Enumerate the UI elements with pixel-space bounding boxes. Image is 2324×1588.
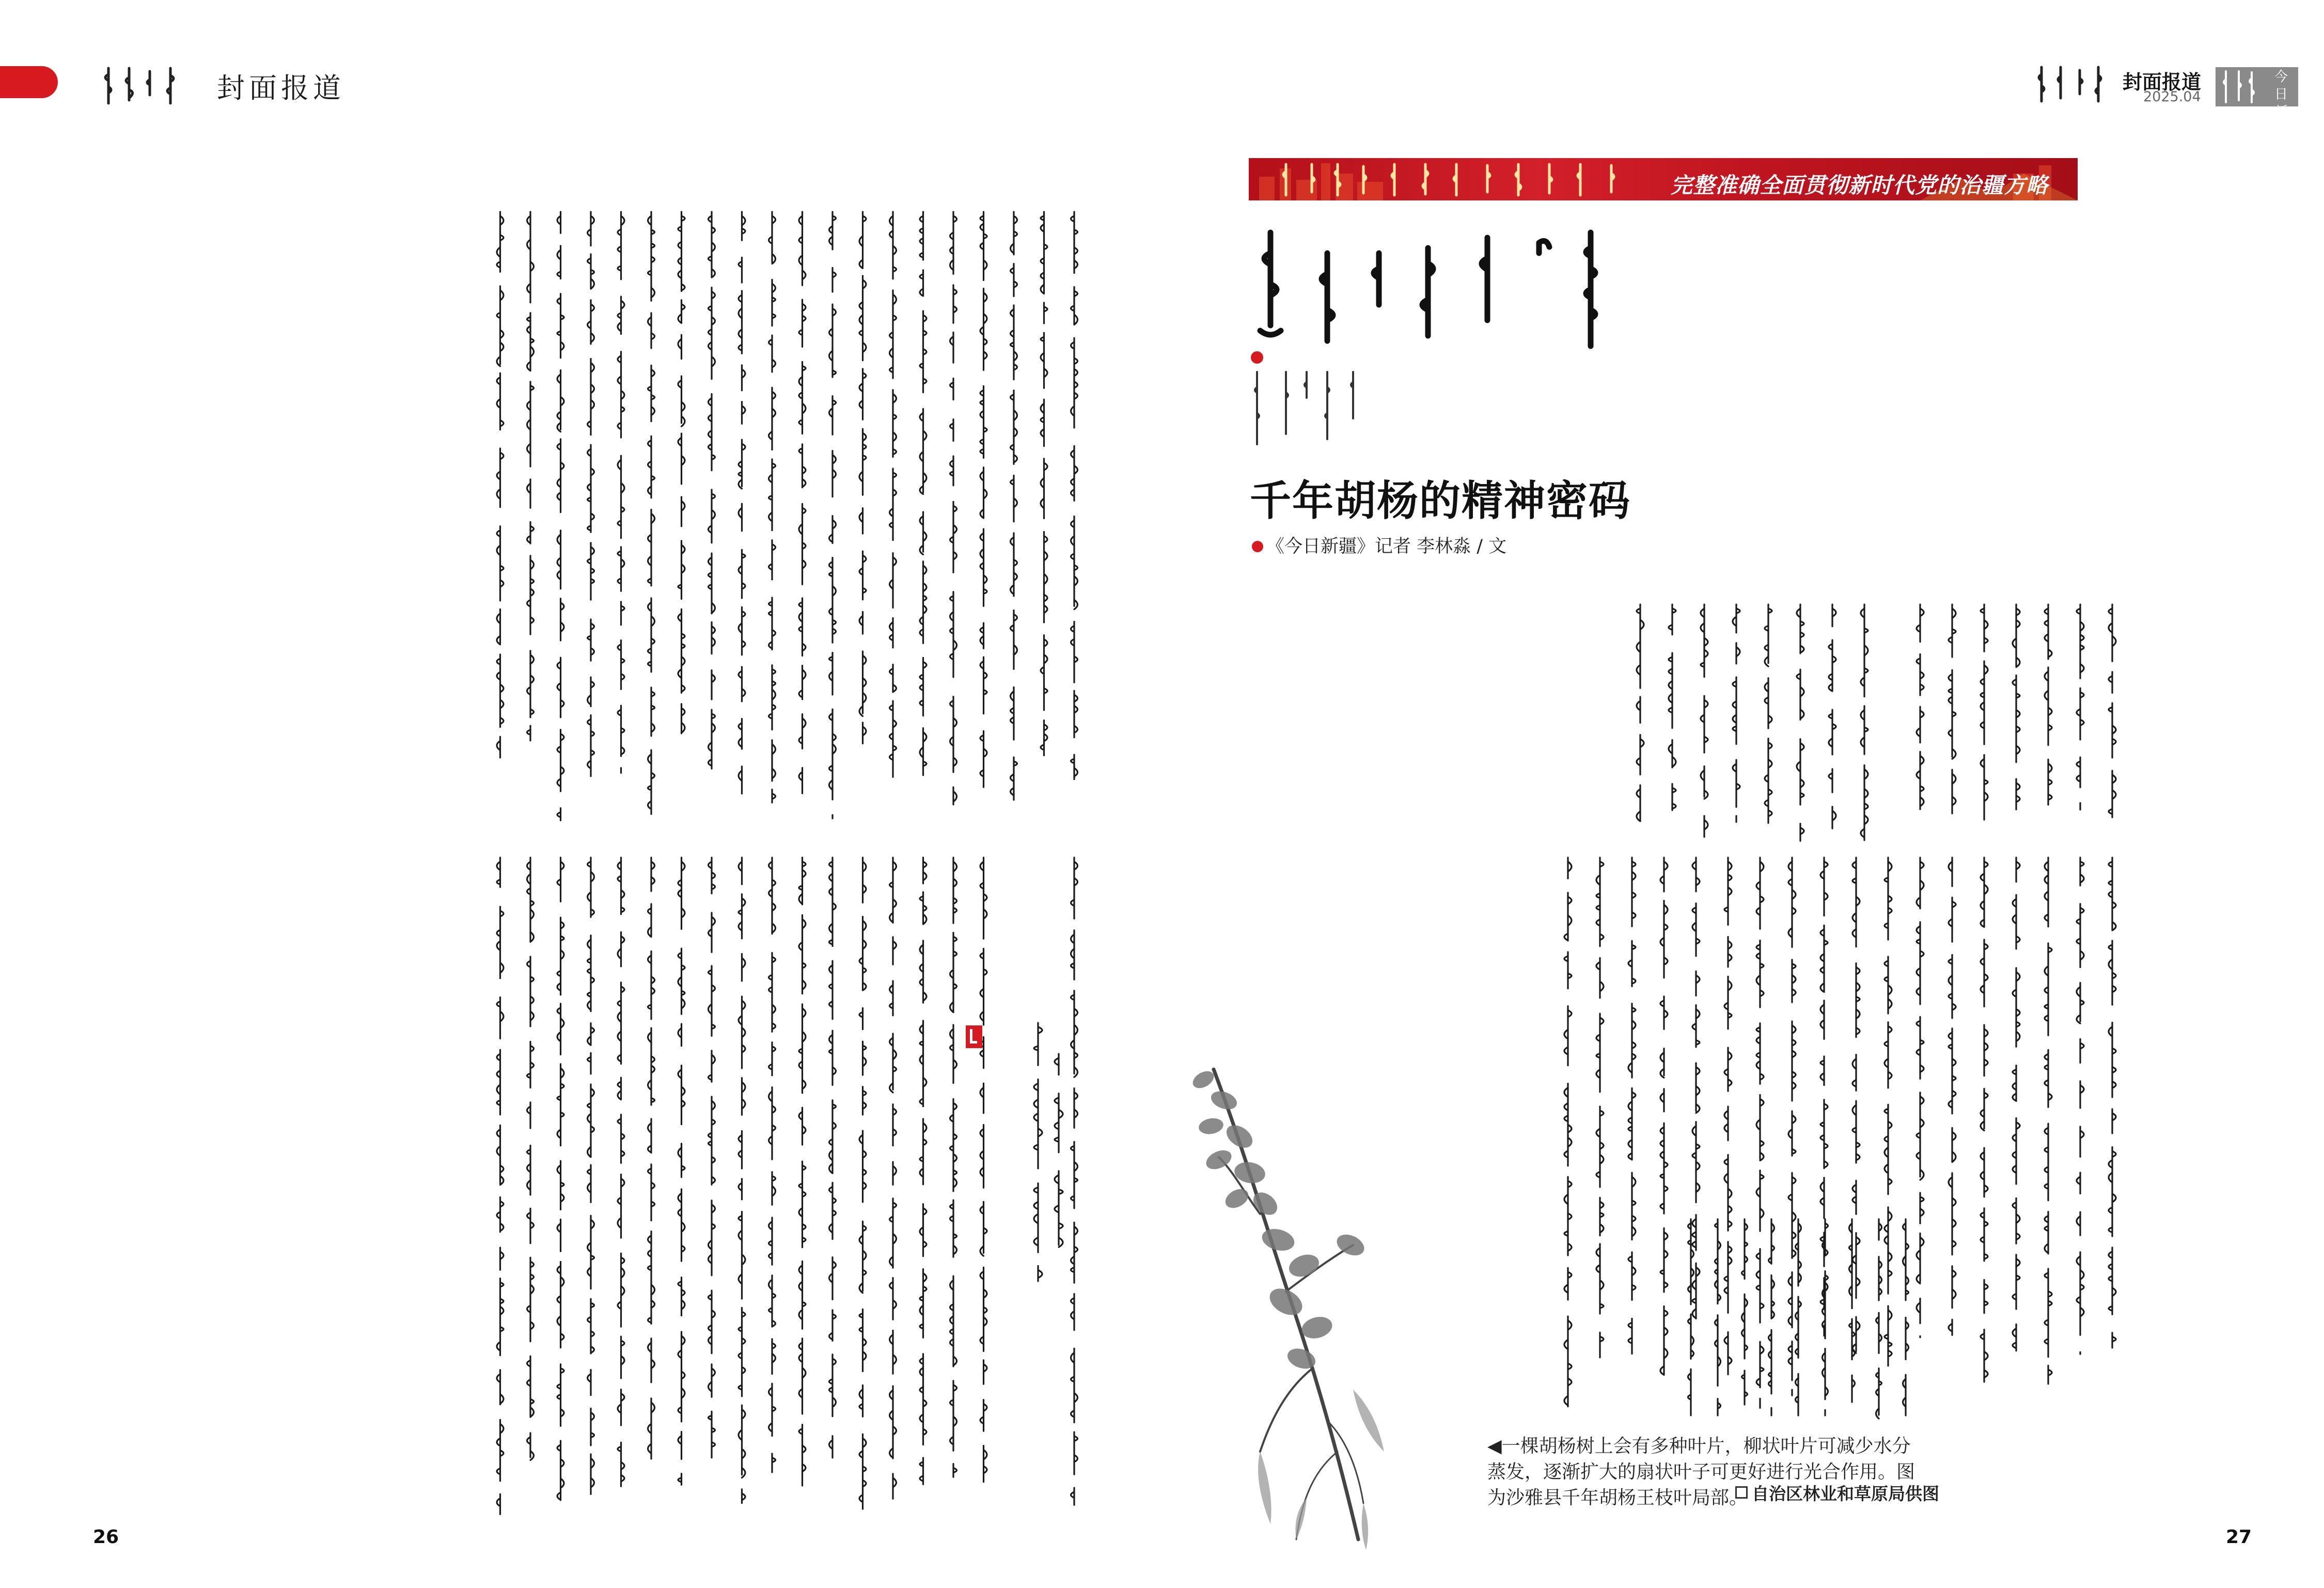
poplar-branch-illustration: [1183, 1059, 1431, 1555]
text-column: [739, 212, 745, 793]
text-column: [1628, 858, 1636, 1354]
text-column: [648, 212, 655, 814]
text-column: [859, 858, 866, 1509]
text-column: [1724, 858, 1732, 1375]
text-column: [1071, 858, 1078, 1505]
text-column: [2013, 604, 2020, 809]
text-column: [2077, 858, 2084, 1354]
text-column: [2045, 858, 2052, 1384]
text-column: [1861, 604, 1868, 840]
text-column: [1660, 858, 1668, 1375]
text-column: [1637, 604, 1644, 821]
text-column: [2109, 604, 2116, 817]
text-column: [1055, 1054, 1063, 1247]
text-column: [829, 858, 836, 1458]
text-column: [1715, 1219, 1721, 1415]
text-column: [1796, 1219, 1801, 1415]
text-column: [588, 212, 594, 776]
text-column: [709, 858, 715, 1458]
text-column: [890, 212, 897, 777]
text-column: [980, 858, 987, 1482]
photo-credit: 自治区林业和草原局供图: [1752, 1484, 1939, 1504]
text-column: [557, 212, 564, 820]
text-column: [1852, 858, 1860, 1353]
article-byline: 《今日新疆》记者 李林淼 / 文: [1266, 536, 1507, 557]
article-title: 千年胡杨的精神密码: [1250, 477, 1631, 525]
text-column: [1849, 1219, 1855, 1402]
text-column: [920, 858, 927, 1484]
text-column: [1829, 604, 1836, 829]
text-column: [1797, 604, 1804, 841]
text-column: [618, 212, 624, 773]
text-column: [2013, 858, 2020, 1351]
text-column: [1823, 1219, 1828, 1415]
section-title-right: 封面报道: [2123, 71, 2202, 94]
text-column: [1688, 1219, 1694, 1415]
text-column: [1903, 1219, 1909, 1415]
photo-caption: ◀一棵胡杨树上会有多种叶片，柳状叶片可减少水分蒸发，逐渐扩大的扇状叶子可更好进行光合作用。图为沙雅县千年胡杨王枝叶局部。: [1487, 1436, 1915, 1508]
text-column: [1917, 604, 1924, 809]
text-column: [950, 858, 957, 1477]
text-column: [497, 212, 504, 758]
text-column: [648, 858, 655, 1459]
text-column: [950, 212, 957, 804]
text-column: [1769, 1219, 1775, 1415]
text-column: [527, 858, 534, 1460]
section-break-mark-inner: [970, 1029, 977, 1044]
issue-date: 2025.04: [2143, 89, 2201, 105]
text-column: [1949, 604, 1956, 814]
text-column: [1034, 1023, 1042, 1281]
text-column: [1692, 858, 1700, 1319]
page-number-left: 26: [93, 1527, 119, 1548]
text-column: [739, 858, 745, 1503]
text-column: [980, 212, 987, 787]
text-column: [1917, 858, 1924, 1337]
text-column: [1981, 604, 1988, 820]
text-column: [1765, 604, 1772, 823]
text-column: [527, 212, 534, 741]
text-column: [2045, 604, 2052, 805]
text-column: [678, 212, 685, 734]
text-column: [769, 212, 776, 803]
section-title-left: 封面报道: [217, 72, 345, 104]
magazine-logo-text: 今日新疆: [2274, 69, 2288, 137]
banner-slogan: 完整准确全面贯彻新时代党的治疆方略: [1671, 173, 2049, 198]
text-column: [920, 212, 927, 775]
text-column: [1011, 212, 1017, 800]
text-column: [709, 212, 715, 769]
text-column: [1701, 604, 1708, 837]
text-column: [829, 212, 836, 818]
text-column: [1596, 858, 1604, 1358]
text-column: [1041, 212, 1047, 755]
text-column: [557, 858, 564, 1500]
text-column: [890, 858, 897, 1499]
text-column: [1733, 604, 1740, 822]
text-column: [1756, 858, 1764, 1408]
text-column: [497, 858, 504, 1514]
credit-box-icon: [1735, 1486, 1748, 1499]
text-column: [1885, 858, 1892, 1366]
text-column: [1949, 858, 1956, 1335]
text-column: [1981, 858, 1988, 1382]
text-column: [1876, 1219, 1882, 1419]
text-column: [799, 212, 806, 793]
text-column: [1669, 604, 1676, 810]
text-column: [2077, 604, 2084, 809]
text-column: [588, 858, 594, 1494]
text-column: [1820, 858, 1828, 1336]
text-column: [859, 212, 866, 743]
text-column: [1742, 1219, 1748, 1405]
text-column: [1788, 858, 1796, 1395]
text-column: [678, 858, 685, 1485]
text-column: [799, 858, 806, 1486]
text-column: [618, 858, 624, 1486]
text-column: [769, 858, 776, 1472]
text-column: [1071, 212, 1078, 780]
text-column: [1564, 858, 1572, 1407]
page-number-right: 27: [2226, 1527, 2252, 1548]
text-column: [2109, 858, 2116, 1348]
